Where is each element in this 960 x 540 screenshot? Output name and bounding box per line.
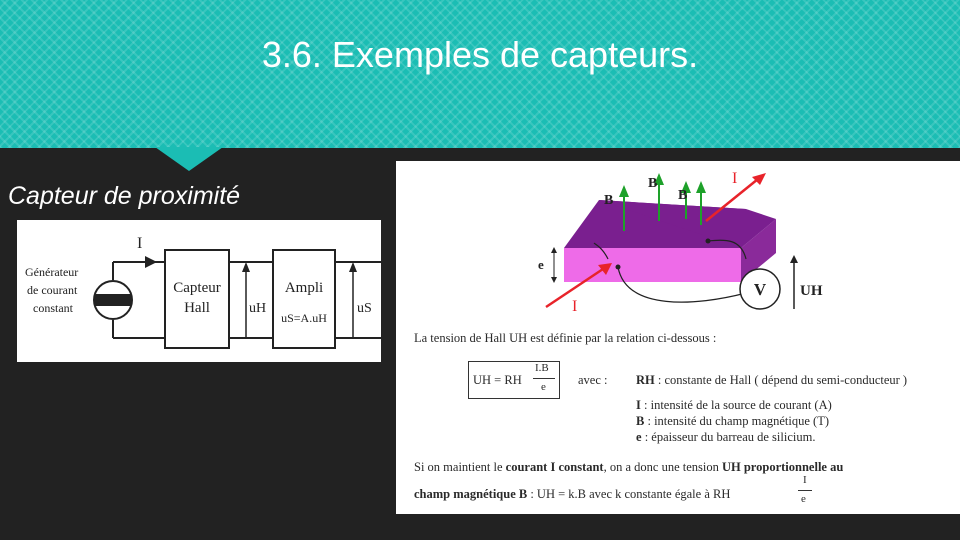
generator-label-2: de courant: [27, 283, 78, 297]
ampli-box: [273, 250, 335, 348]
header-notch: [155, 147, 223, 171]
def-b: B : intensité du champ magnétique (T): [636, 414, 830, 428]
conclusion-frac-num: I: [803, 474, 807, 486]
b-arrow-4: [696, 181, 706, 193]
current-arrow: [145, 256, 157, 268]
uh-arrow-right: [790, 255, 798, 263]
def-i: I : intensité de la source de courant (A): [636, 398, 832, 412]
uh-arrow: [242, 262, 250, 272]
b-label-1: B: [604, 193, 614, 208]
block-diagram: [17, 220, 381, 362]
us-arrow: [349, 262, 357, 272]
b-label-2: B: [648, 176, 658, 191]
hall-effect-figure: [396, 161, 960, 514]
avec-label: avec :: [578, 373, 608, 387]
conclusion-frac-bar: [798, 490, 812, 491]
hall-formula-box: [468, 361, 560, 399]
formula-numerator: I.B: [535, 362, 549, 374]
slide-subtitle: Capteur de proximité: [8, 182, 241, 210]
current-label: I: [137, 235, 143, 252]
hall-label-2: Hall: [184, 300, 210, 316]
b-label-3: B: [678, 188, 688, 203]
generator-label-3: constant: [33, 301, 73, 315]
formula-denominator: e: [541, 381, 546, 393]
hall-label-1: Capteur: [173, 280, 221, 296]
v-label: V: [753, 280, 767, 299]
def-e: e : épaisseur du barreau de silicium.: [636, 430, 816, 444]
def-rh: RH : constante de Hall ( dépend du semi-conducteur ): [636, 373, 908, 387]
formula-lhs: UH = RH: [473, 373, 522, 387]
slide-title: 3.6. Exemples de capteurs.: [261, 34, 699, 75]
ampli-label-2: uS=A.uH: [281, 311, 327, 325]
hall-intro-text: La tension de Hall UH est définie par la relation ci-dessous :: [414, 331, 717, 345]
hall-slab-svg: [396, 161, 960, 331]
i-label-top: I: [732, 170, 738, 187]
uh-label-right: UH: [800, 283, 823, 299]
us-label: uS: [357, 301, 372, 316]
conclusion-line-2: champ magnétique B : UH = k.B avec k constante égale à RH: [414, 487, 731, 501]
b-arrow-1: [619, 185, 629, 197]
ampli-label-1: Ampli: [284, 280, 324, 296]
block-diagram-svg: [17, 220, 381, 362]
hall-box: [165, 250, 229, 348]
formula-bar: [533, 378, 555, 379]
generator-bar: [95, 294, 131, 306]
i-label-bottom: I: [572, 298, 578, 315]
generator-label-1: Générateur: [25, 265, 79, 279]
conclusion-frac-den: e: [801, 493, 806, 505]
uh-label: uH: [249, 301, 267, 316]
e-label: e: [538, 257, 544, 272]
conclusion-line-1: Si on maintient le courant I constant, on a donc une tension UH proportionnelle au: [414, 460, 844, 474]
